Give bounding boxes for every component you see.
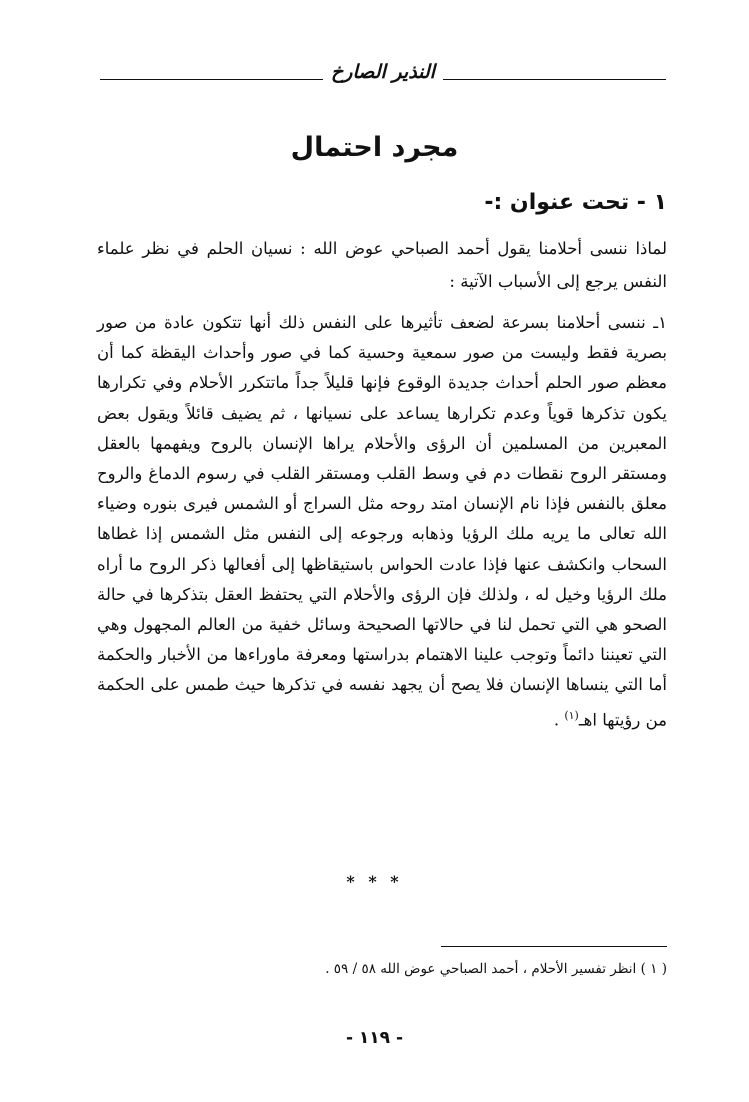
section-heading: ١ - تحت عنوان :- — [484, 190, 667, 215]
footnote-marker: (١) — [564, 708, 579, 722]
running-header — [100, 58, 666, 86]
chapter-title: مجرد احتمال — [290, 132, 459, 163]
header-rule-right — [443, 79, 666, 80]
page-number: - ١١٩ - — [345, 1028, 404, 1048]
header-rule-left — [100, 79, 323, 80]
intro-paragraph: لماذا ننسى أحلامنا يقول أحمد الصباحي عوض الله : نسيان الحلم في نظر علماء النفس يرجع إلى الأسباب الآتية : — [97, 239, 667, 291]
body-text: ١ـ ننسى أحلامنا بسرعة لضعف تأثيرها على النفس ذلك أنها تتكون عادة من صور بصرية فقط وليست من صور سمعية وحسية كما في صور وأحداث اليقظة كما أن معظم صور الحلم أحداث جديدة الوقوع فإنها قليلاً جداً ماتتكرر الأحلام وفي تكرارها يكون تذكرها قوياً وعدم تكرارها يساعد على نسيانها ، ثم يضيف قائلاً ويقول بعض المعبرين من المسلمين أن الرؤى والأحلام يراها الإنسان بالروح ويفهمها بالعقل ومستقر الروح نقطات دم في وسط القلب ومستقر القلب في رسوم الدماغ والروح معلق بالنفس فإذا نام الإنسان امتد روحه مثل السراج أو الشمس فيرى بنوره وضياء الله تعالى ما يريه ملك الرؤيا وذهابه ورجوعه إلى النفس مثل الشمس إذا غطاها السحاب وانكشف عنها فإذا عادت الحواس باستيقاظها إلى أفعالها ذكر الروح ما أراه ملك الرؤيا وخيل له ، ولذلك فإن الرؤى والأحلام التي يحتفظ العقل بتذكرها في حالة الصحو هي التي تحمل لنا في حالاتها الصحيحة وسائل خفية من العالم المجهول وهي التي تعيننا دائماً وتوجب علينا الاهتمام بدراستها ومعرفة ماوراءها من الأخبار والحكمة أما التي ينساها الإنسان فلا يصح أن يجهد نفسه في تذكرها حيث طمس على الحكمة من رؤيتها اهـ — [97, 313, 667, 730]
body-end: . — [553, 710, 565, 730]
footnote: ( ١ ) انظر تفسير الأحلام ، أحمد الصباحي عوض الله ٥٨ / ٥٩ . — [325, 961, 667, 977]
footnote-rule — [441, 946, 667, 947]
body-paragraph — [97, 308, 667, 735]
section-separator: * * * — [346, 872, 403, 891]
running-title: النذير الصارخ — [331, 61, 435, 83]
